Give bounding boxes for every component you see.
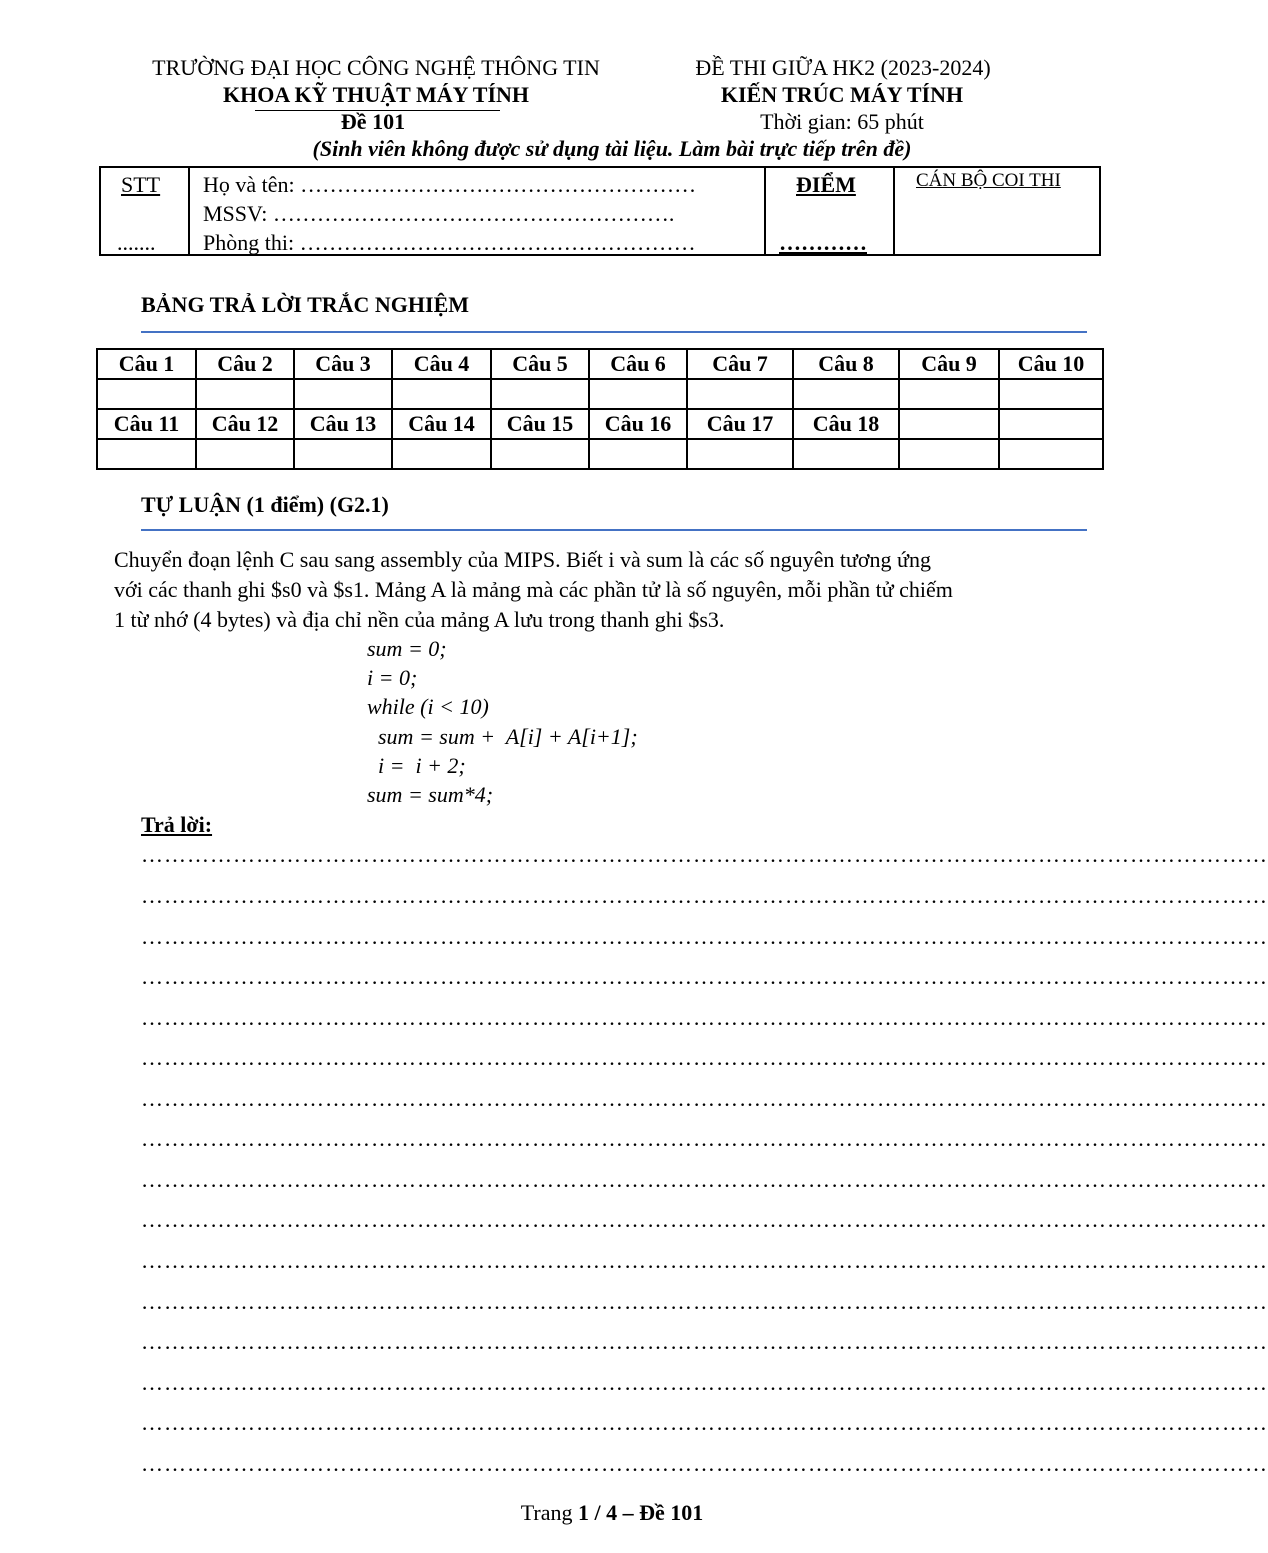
mssv-field[interactable]: MSSV: ……………………………………………….	[203, 201, 675, 226]
answer-cell[interactable]	[687, 379, 793, 409]
footer-separator: –	[617, 1500, 640, 1525]
score-label: ĐIỂM	[796, 172, 856, 197]
answer-cell[interactable]	[589, 379, 687, 409]
answer-input-row-1	[97, 379, 1103, 409]
answer-cell[interactable]	[97, 379, 196, 409]
question-label: Câu 4	[392, 349, 491, 379]
answer-input-row-2	[97, 439, 1103, 469]
answer-line[interactable]: …………………………………………………………………………………………………………………………………	[141, 1289, 1268, 1314]
question-label: Câu 6	[589, 349, 687, 379]
answer-line[interactable]: …………………………………………………………………………………………………………………………………	[141, 842, 1268, 867]
essay-title-rule	[141, 529, 1087, 531]
answer-line[interactable]: …………………………………………………………………………………………………………………………………	[141, 1329, 1268, 1354]
question-label: Câu 12	[196, 409, 294, 439]
answer-line[interactable]: …………………………………………………………………………………………………………………………………	[141, 1005, 1268, 1030]
answer-cell[interactable]	[294, 379, 392, 409]
mcq-title: BẢNG TRẢ LỜI TRẮC NGHIỆM	[141, 292, 470, 317]
student-info-table	[99, 166, 1101, 256]
answer-cell[interactable]	[294, 439, 392, 469]
mcq-title-rule	[141, 331, 1087, 333]
exam-duration: Thời gian: 65 phút	[760, 109, 924, 134]
question-label: Câu 3	[294, 349, 392, 379]
question-label: Câu 14	[392, 409, 491, 439]
page-footer	[521, 1500, 704, 1526]
answer-cell[interactable]	[97, 439, 196, 469]
answer-line[interactable]: …………………………………………………………………………………………………………………………………	[141, 1167, 1268, 1192]
answer-cell[interactable]	[392, 439, 491, 469]
answer-cell[interactable]	[793, 379, 899, 409]
answer-cell[interactable]	[196, 379, 294, 409]
code-line: while (i < 10)	[367, 694, 489, 719]
exam-title: ĐỀ THI GIỮA HK2 (2023-2024)	[695, 55, 991, 80]
answer-line[interactable]: …………………………………………………………………………………………………………………………………	[141, 1207, 1268, 1232]
answer-cell[interactable]	[793, 439, 899, 469]
essay-paragraph-line: với các thanh ghi $s0 và $s1. Mảng A là mảng mà các phần tử là số nguyên, mỗi phần tử chiếm	[114, 577, 953, 602]
exam-code: Đề 101	[340, 109, 406, 134]
course-name: KIẾN TRÚC MÁY TÍNH	[720, 82, 964, 107]
info-divider-3	[893, 168, 895, 254]
info-divider-1	[188, 168, 190, 254]
question-label: Câu 2	[196, 349, 294, 379]
question-label: Câu 11	[97, 409, 196, 439]
answer-cell[interactable]	[491, 439, 589, 469]
footer-page-number: 1 / 4	[577, 1500, 618, 1525]
answer-cell[interactable]	[687, 439, 793, 469]
question-label: Câu 18	[793, 409, 899, 439]
stt-value: .......	[117, 230, 156, 255]
room-field[interactable]: Phòng thi: ………………………………………………	[203, 230, 696, 255]
code-line: i = 0;	[367, 665, 418, 690]
question-label	[899, 409, 999, 439]
question-label: Câu 10	[999, 349, 1103, 379]
question-label: Câu 1	[97, 349, 196, 379]
answer-line[interactable]: …………………………………………………………………………………………………………………………………	[141, 964, 1268, 989]
answer-line[interactable]: …………………………………………………………………………………………………………………………………	[141, 1410, 1268, 1435]
question-label: Câu 9	[899, 349, 999, 379]
answer-cell[interactable]	[196, 439, 294, 469]
answer-cell[interactable]	[899, 379, 999, 409]
question-label: Câu 7	[687, 349, 793, 379]
score-value: …………	[779, 230, 867, 255]
answer-line[interactable]: …………………………………………………………………………………………………………………………………	[141, 1451, 1268, 1476]
question-label: Câu 15	[491, 409, 589, 439]
answer-cell[interactable]	[491, 379, 589, 409]
question-label: Câu 17	[687, 409, 793, 439]
answer-cell[interactable]	[999, 439, 1103, 469]
question-label: Câu 16	[589, 409, 687, 439]
answer-grid	[96, 348, 1104, 470]
question-label: Câu 8	[793, 349, 899, 379]
answer-line[interactable]: …………………………………………………………………………………………………………………………………	[141, 1045, 1268, 1070]
exam-instructions: (Sinh viên không được sử dụng tài liệu. Làm bài trực tiếp trên đề)	[312, 136, 912, 161]
footer-prefix: Trang	[520, 1500, 578, 1525]
university-name: TRƯỜNG ĐẠI HỌC CÔNG NGHỆ THÔNG TIN	[152, 55, 600, 80]
answer-line[interactable]: …………………………………………………………………………………………………………………………………	[141, 1248, 1268, 1273]
answer-line[interactable]: …………………………………………………………………………………………………………………………………	[141, 1370, 1268, 1395]
question-label: Câu 5	[491, 349, 589, 379]
answer-header-row-1	[97, 349, 1103, 379]
answer-cell[interactable]	[589, 439, 687, 469]
answer-header-row-2	[97, 409, 1103, 439]
answer-label: Trả lời:	[141, 812, 213, 837]
essay-paragraph-line: Chuyển đoạn lệnh C sau sang assembly của MIPS. Biết i và sum là các số nguyên tương ứng	[114, 547, 931, 572]
faculty-name: KHOA KỸ THUẬT MÁY TÍNH	[222, 82, 530, 107]
question-label: Câu 13	[294, 409, 392, 439]
code-line: i = i + 2;	[367, 753, 466, 778]
answer-line[interactable]: …………………………………………………………………………………………………………………………………	[141, 924, 1268, 949]
code-line: sum = 0;	[367, 636, 447, 661]
info-divider-2	[764, 168, 766, 254]
proctor-label: CÁN BỘ COI THI	[916, 170, 1061, 191]
answer-line[interactable]: …………………………………………………………………………………………………………………………………	[141, 883, 1268, 908]
answer-line[interactable]: …………………………………………………………………………………………………………………………………	[141, 1126, 1268, 1151]
name-field[interactable]: Họ và tên: ………………………………………………	[203, 172, 697, 197]
essay-paragraph-line: 1 từ nhớ (4 bytes) và địa chỉ nền của mảng A lưu trong thanh ghi $s3.	[114, 607, 725, 632]
answer-cell[interactable]	[999, 379, 1103, 409]
essay-title: TỰ LUẬN (1 điểm) (G2.1)	[141, 492, 389, 517]
stt-label: STT	[121, 172, 161, 197]
footer-exam-code: Đề 101	[639, 1500, 704, 1525]
answer-cell[interactable]	[899, 439, 999, 469]
answer-line[interactable]: …………………………………………………………………………………………………………………………………	[141, 1086, 1268, 1111]
question-label	[999, 409, 1103, 439]
code-line: sum = sum + A[i] + A[i+1];	[367, 724, 638, 749]
code-line: sum = sum*4;	[367, 782, 494, 807]
answer-cell[interactable]	[392, 379, 491, 409]
